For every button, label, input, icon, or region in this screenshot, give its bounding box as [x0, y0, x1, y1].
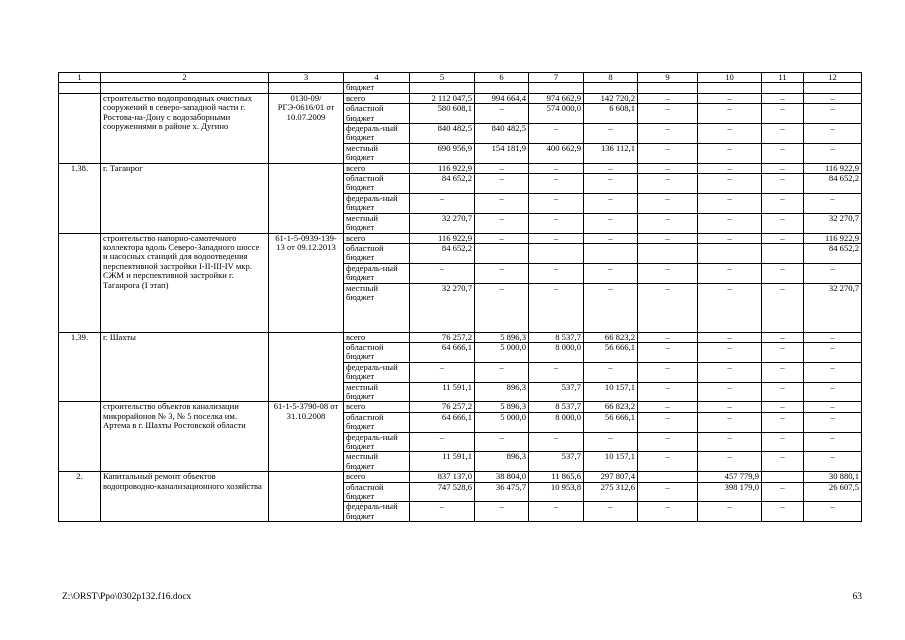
object-name — [101, 83, 269, 93]
amount-cell: – — [698, 193, 762, 213]
amount-cell: 84 652,2 — [804, 174, 862, 194]
item-number: 1.39. — [59, 332, 101, 402]
funding-source: всего — [344, 233, 410, 243]
page-number: 63 — [852, 592, 862, 602]
amount-cell: – — [698, 143, 762, 163]
amount-cell: 580 608,1 — [410, 104, 475, 124]
amount-cell: 36 475,7 — [475, 482, 529, 502]
amount-cell: – — [638, 402, 698, 412]
amount-cell: – — [638, 452, 698, 472]
column-number: 12 — [804, 73, 862, 83]
amount-cell: – — [638, 263, 698, 283]
funding-source: местный бюджет — [344, 143, 410, 163]
amount-cell: – — [762, 263, 804, 283]
amount-cell — [475, 83, 529, 93]
amount-cell: – — [529, 174, 584, 194]
amount-cell: – — [475, 174, 529, 194]
table-row — [59, 163, 862, 173]
amount-cell: – — [804, 452, 862, 472]
amount-cell: – — [762, 283, 804, 332]
amount-cell: 400 662,9 — [529, 143, 584, 163]
amount-cell: – — [698, 174, 762, 194]
amount-cell: – — [698, 362, 762, 382]
funding-source: всего — [344, 163, 410, 173]
funding-source: местный бюджет — [344, 382, 410, 402]
amount-cell: 6 608,1 — [584, 104, 638, 124]
funding-source: областной бюджет — [344, 104, 410, 124]
table-row — [59, 402, 862, 412]
amount-cell: – — [584, 432, 638, 452]
table-row — [59, 332, 862, 342]
amount-cell: 56 666,1 — [584, 342, 638, 362]
amount-cell: – — [584, 193, 638, 213]
amount-cell: – — [475, 213, 529, 233]
amount-cell — [529, 83, 584, 93]
amount-cell: 32 270,7 — [804, 283, 862, 332]
amount-cell: – — [698, 432, 762, 452]
funding-source: федераль-ный бюджет — [344, 124, 410, 144]
amount-cell: – — [584, 362, 638, 382]
amount-cell: – — [762, 342, 804, 362]
amount-cell: – — [638, 124, 698, 144]
amount-cell: 896,3 — [475, 382, 529, 402]
amount-cell — [410, 83, 475, 93]
funding-source: местный бюджет — [344, 283, 410, 332]
amount-cell: – — [529, 124, 584, 144]
amount-cell: – — [584, 263, 638, 283]
amount-cell: – — [762, 233, 804, 243]
amount-cell: – — [475, 432, 529, 452]
amount-cell: 5 000,0 — [475, 412, 529, 432]
amount-cell: – — [804, 502, 862, 522]
column-number: 8 — [584, 73, 638, 83]
amount-cell: 837 137,0 — [410, 472, 475, 482]
amount-cell: – — [638, 382, 698, 402]
funding-source: бюджет — [344, 83, 410, 93]
funding-source: областной бюджет — [344, 243, 410, 263]
amount-cell: – — [475, 233, 529, 243]
object-name: г. Шахты — [101, 332, 269, 402]
amount-cell: – — [762, 502, 804, 522]
column-number: 5 — [410, 73, 475, 83]
amount-cell: – — [638, 193, 698, 213]
funding-source: всего — [344, 93, 410, 103]
amount-cell: – — [698, 283, 762, 332]
funding-source: всего — [344, 332, 410, 342]
column-number: 7 — [529, 73, 584, 83]
amount-cell: – — [638, 432, 698, 452]
amount-cell: – — [698, 402, 762, 412]
amount-cell: – — [638, 233, 698, 243]
amount-cell: – — [698, 332, 762, 342]
amount-cell: 8 000,0 — [529, 412, 584, 432]
budget-table — [58, 72, 862, 522]
amount-cell: – — [804, 263, 862, 283]
project-document — [269, 83, 344, 93]
amount-cell: – — [638, 342, 698, 362]
amount-cell: – — [804, 432, 862, 452]
object-name: г. Таганрог — [101, 163, 269, 233]
amount-cell — [638, 243, 698, 263]
funding-source: федераль-ный бюджет — [344, 362, 410, 382]
amount-cell: 116 922,9 — [410, 233, 475, 243]
amount-cell: – — [762, 452, 804, 472]
funding-source: федераль-ный бюджет — [344, 502, 410, 522]
amount-cell: 11 865,6 — [529, 472, 584, 482]
funding-source: всего — [344, 472, 410, 482]
amount-cell: – — [804, 382, 862, 402]
amount-cell: – — [698, 342, 762, 362]
funding-source: местный бюджет — [344, 213, 410, 233]
amount-cell: – — [762, 124, 804, 144]
amount-cell — [584, 243, 638, 263]
amount-cell: – — [584, 124, 638, 144]
amount-cell: 38 804,0 — [475, 472, 529, 482]
project-document — [269, 472, 344, 522]
amount-cell — [804, 83, 862, 93]
amount-cell: 84 652,2 — [410, 243, 475, 263]
amount-cell: – — [584, 502, 638, 522]
object-name: Капитальный ремонт объектов водопроводно-канализационного хозяйства — [101, 472, 269, 522]
amount-cell: – — [762, 362, 804, 382]
amount-cell: – — [698, 104, 762, 124]
amount-cell: 26 607,5 — [804, 482, 862, 502]
amount-cell: – — [804, 124, 862, 144]
amount-cell: 116 922,9 — [410, 163, 475, 173]
amount-cell: – — [638, 332, 698, 342]
amount-cell: 76 257,2 — [410, 332, 475, 342]
amount-cell: – — [529, 362, 584, 382]
column-number: 10 — [698, 73, 762, 83]
funding-source: федераль-ный бюджет — [344, 263, 410, 283]
amount-cell: – — [762, 402, 804, 412]
amount-cell: – — [698, 263, 762, 283]
amount-cell: 64 666,1 — [410, 342, 475, 362]
item-number — [59, 402, 101, 472]
amount-cell: 84 652,2 — [410, 174, 475, 194]
amount-cell: – — [529, 163, 584, 173]
amount-cell: – — [638, 104, 698, 124]
column-number: 11 — [762, 73, 804, 83]
amount-cell: – — [762, 482, 804, 502]
amount-cell: – — [584, 213, 638, 233]
amount-cell: – — [638, 93, 698, 103]
column-number: 9 — [638, 73, 698, 83]
project-document: 61-1-5-0939-139-13 от 09.12.2013 — [269, 233, 344, 332]
amount-cell: – — [638, 163, 698, 173]
table-row — [59, 472, 862, 482]
amount-cell: – — [698, 502, 762, 522]
amount-cell: 275 312,6 — [584, 482, 638, 502]
object-name: строительство водопроводных очистных сооружений в северо-западной части г. Ростова-на-Дону с водозаборными сооружениями в районе х. Дугино — [101, 93, 269, 163]
amount-cell: 2 112 047,5 — [410, 93, 475, 103]
amount-cell: – — [475, 193, 529, 213]
amount-cell: – — [762, 174, 804, 194]
funding-source: областной бюджет — [344, 342, 410, 362]
amount-cell: 5 896,3 — [475, 402, 529, 412]
amount-cell: – — [698, 412, 762, 432]
amount-cell: – — [638, 502, 698, 522]
project-document — [269, 332, 344, 402]
funding-source: областной бюджет — [344, 482, 410, 502]
amount-cell: 116 922,9 — [804, 163, 862, 173]
amount-cell: – — [804, 402, 862, 412]
amount-cell: – — [529, 432, 584, 452]
amount-cell: – — [529, 233, 584, 243]
amount-cell: – — [804, 342, 862, 362]
item-number: 2. — [59, 472, 101, 522]
amount-cell: – — [698, 233, 762, 243]
file-path: Z:\ORST\Ppo\0302p132.f16.docx — [62, 592, 192, 602]
amount-cell: – — [698, 382, 762, 402]
amount-cell: 574 000,0 — [529, 104, 584, 124]
amount-cell: – — [410, 432, 475, 452]
amount-cell: – — [638, 482, 698, 502]
amount-cell: 5 896,3 — [475, 332, 529, 342]
amount-cell: – — [584, 163, 638, 173]
amount-cell: 747 528,6 — [410, 482, 475, 502]
amount-cell: 64 666,1 — [410, 412, 475, 432]
amount-cell: 76 257,2 — [410, 402, 475, 412]
amount-cell: – — [698, 452, 762, 472]
table-row — [59, 233, 862, 243]
amount-cell: 840 482,5 — [410, 124, 475, 144]
amount-cell: 398 179,0 — [698, 482, 762, 502]
amount-cell: – — [410, 263, 475, 283]
amount-cell: – — [804, 332, 862, 342]
object-name: строительство объектов канализации микрорайонов № 3, № 5 поселка им. Артема в г. Шахты Ростовской области — [101, 402, 269, 472]
amount-cell: 10 157,1 — [584, 452, 638, 472]
funding-source: областной бюджет — [344, 412, 410, 432]
amount-cell: 136 112,1 — [584, 143, 638, 163]
amount-cell: – — [698, 124, 762, 144]
amount-cell: 840 482,5 — [475, 124, 529, 144]
project-document — [269, 163, 344, 233]
amount-cell: – — [762, 163, 804, 173]
amount-cell: 154 181,9 — [475, 143, 529, 163]
funding-source: местный бюджет — [344, 452, 410, 472]
amount-cell: – — [529, 263, 584, 283]
amount-cell: – — [698, 93, 762, 103]
amount-cell — [762, 243, 804, 263]
amount-cell: – — [762, 382, 804, 402]
amount-cell: – — [638, 143, 698, 163]
amount-cell — [698, 243, 762, 263]
amount-cell: – — [410, 193, 475, 213]
amount-cell: – — [698, 213, 762, 233]
amount-cell: – — [529, 193, 584, 213]
amount-cell: 457 779,9 — [698, 472, 762, 482]
project-document: 61-1-5-3790-08 от 31.10.2008 — [269, 402, 344, 472]
amount-cell: 297 807,4 — [584, 472, 638, 482]
amount-cell: 30 880,1 — [804, 472, 862, 482]
amount-cell: 690 956,9 — [410, 143, 475, 163]
amount-cell: – — [584, 233, 638, 243]
amount-cell: – — [804, 362, 862, 382]
column-number: 3 — [269, 73, 344, 83]
amount-cell: – — [762, 143, 804, 163]
table-row — [59, 83, 862, 93]
amount-cell: – — [804, 412, 862, 432]
funding-source: федераль-ный бюджет — [344, 193, 410, 213]
amount-cell: 11 591,1 — [410, 452, 475, 472]
amount-cell: – — [804, 104, 862, 124]
column-number-header-row — [59, 73, 862, 83]
amount-cell — [475, 243, 529, 263]
item-number — [59, 83, 101, 93]
amount-cell: 896,3 — [475, 452, 529, 472]
amount-cell: – — [762, 104, 804, 124]
table-row — [59, 93, 862, 103]
project-document: 0130-09/РГЭ-0616/01 от 10.07.2009 — [269, 93, 344, 163]
item-number — [59, 93, 101, 163]
amount-cell: – — [762, 93, 804, 103]
amount-cell: – — [475, 502, 529, 522]
amount-cell: 537,7 — [529, 452, 584, 472]
amount-cell: – — [584, 174, 638, 194]
amount-cell: 537,7 — [529, 382, 584, 402]
amount-cell: 994 664,4 — [475, 93, 529, 103]
amount-cell: – — [529, 283, 584, 332]
object-name: строительство напорно-самотечного коллектора вдоль Северо-Западного шоссе и насосных станций для водоотведения перспективной застройки I-II-III-IV мкр. СЖМ и перспективной застройки г. Таганрога (I этап) — [101, 233, 269, 332]
amount-cell: 142 720,2 — [584, 93, 638, 103]
amount-cell — [762, 83, 804, 93]
column-number: 4 — [344, 73, 410, 83]
amount-cell: – — [475, 263, 529, 283]
column-number: 6 — [475, 73, 529, 83]
amount-cell: – — [638, 174, 698, 194]
amount-cell: – — [762, 412, 804, 432]
funding-source: всего — [344, 402, 410, 412]
item-number — [59, 233, 101, 332]
amount-cell — [698, 83, 762, 93]
funding-source: федераль-ный бюджет — [344, 432, 410, 452]
column-number: 2 — [101, 73, 269, 83]
amount-cell: – — [762, 213, 804, 233]
amount-cell: 32 270,7 — [410, 213, 475, 233]
amount-cell: – — [475, 163, 529, 173]
amount-cell: – — [638, 283, 698, 332]
amount-cell: 11 591,1 — [410, 382, 475, 402]
amount-cell: – — [762, 332, 804, 342]
amount-cell — [638, 83, 698, 93]
amount-cell: – — [410, 362, 475, 382]
amount-cell: 10 157,1 — [584, 382, 638, 402]
amount-cell: – — [638, 412, 698, 432]
column-number: 1 — [59, 73, 101, 83]
amount-cell: – — [529, 502, 584, 522]
amount-cell — [638, 472, 698, 482]
amount-cell: 8 537,7 — [529, 402, 584, 412]
item-number: 1.38. — [59, 163, 101, 233]
amount-cell: 8 537,7 — [529, 332, 584, 342]
amount-cell: 84 652,2 — [804, 243, 862, 263]
amount-cell: – — [475, 283, 529, 332]
amount-cell: – — [638, 362, 698, 382]
amount-cell: – — [475, 362, 529, 382]
amount-cell: – — [475, 104, 529, 124]
amount-cell: 116 922,9 — [804, 233, 862, 243]
amount-cell: 56 666,1 — [584, 412, 638, 432]
amount-cell: 32 270,7 — [804, 213, 862, 233]
amount-cell: – — [638, 213, 698, 233]
amount-cell: 10 953,8 — [529, 482, 584, 502]
amount-cell: – — [804, 143, 862, 163]
amount-cell: – — [804, 93, 862, 103]
amount-cell: 32 270,7 — [410, 283, 475, 332]
amount-cell: – — [804, 193, 862, 213]
amount-cell: 66 823,2 — [584, 332, 638, 342]
amount-cell — [529, 243, 584, 263]
amount-cell: – — [762, 432, 804, 452]
funding-source: областной бюджет — [344, 174, 410, 194]
amount-cell: – — [698, 163, 762, 173]
amount-cell: – — [762, 193, 804, 213]
amount-cell: 8 000,0 — [529, 342, 584, 362]
amount-cell: – — [410, 502, 475, 522]
amount-cell: 974 662,9 — [529, 93, 584, 103]
amount-cell: – — [584, 283, 638, 332]
amount-cell: – — [529, 213, 584, 233]
amount-cell — [584, 83, 638, 93]
amount-cell: 5 000,0 — [475, 342, 529, 362]
amount-cell: 66 823,2 — [584, 402, 638, 412]
amount-cell — [762, 472, 804, 482]
